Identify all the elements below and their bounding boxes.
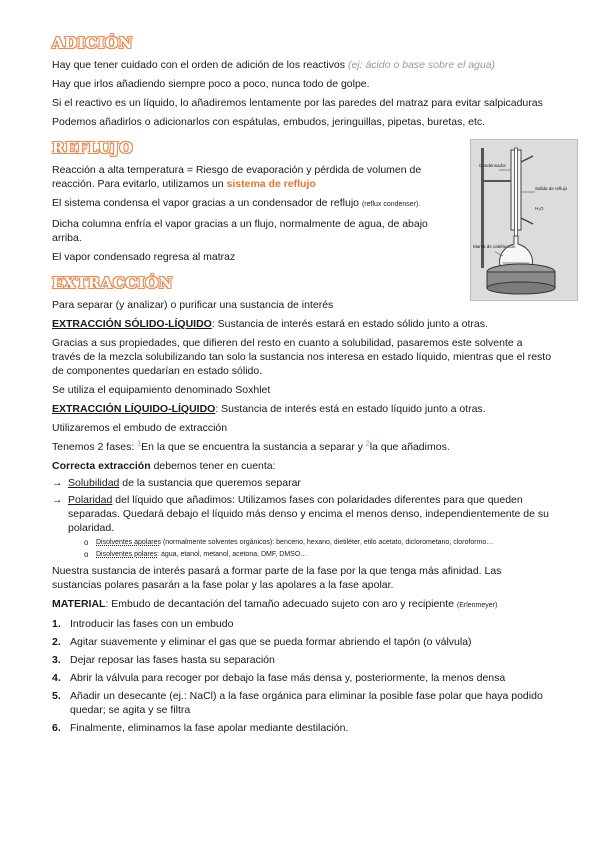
material-paragraph: MATERIAL: Embudo de decantación del tamaño adecuado sujeto con aro y recipiente (Erlenmeyer)	[52, 598, 498, 610]
step-number: 1.	[52, 618, 61, 630]
reflux-apparatus-figure	[470, 139, 578, 301]
adicion-paragraph-3: Si el reactivo es un líquido, lo añadiremos lentamente por las paredes del matraz para evitar salpicaduras	[52, 97, 543, 109]
procedure-step	[52, 671, 552, 685]
label-condensador: Condensador	[479, 163, 507, 168]
circle-bullet-icon: o	[84, 538, 89, 547]
adicion-paragraph-1: Hay que tener cuidado con el orden de adición de los reactivos (ej: ácido o base sobre el agua)	[52, 59, 496, 71]
procedure-step	[52, 689, 552, 717]
list-item-polaridad: → Polaridad del líquido que añadimos: Utilizamos fases con polaridades diferentes para que queden separadas. Quedará debajo el líquido más denso y encima el menos denso, independientemente de su polaridad. o Disolventes apolares (normalmente solventes orgánicos): benceno, hexano, dietiléter, etilo acetato, diclorometano, cloroformo… o Disolventes polares: agua, etanol, metanol, acetona, DMF, DMSO…	[52, 493, 552, 560]
step-number: 2.	[52, 636, 61, 648]
procedure-step	[52, 635, 552, 649]
solvents-list	[84, 538, 552, 560]
liquido-liquido-title: EXTRACCIÓN LÍQUIDO-LÍQUIDO	[52, 403, 216, 415]
extraccion-intro: Para separar (y analizar) o purificar una sustancia de interés	[52, 299, 334, 311]
step-number: 4.	[52, 672, 61, 684]
soxhlet-paragraph: Se utiliza el equipamiento denominado Soxhlet	[52, 384, 271, 396]
step-number: 3.	[52, 654, 61, 666]
considerations-list	[52, 476, 552, 560]
reflujo-paragraph-2: El sistema condensa el vapor gracias a un condensador de reflujo (reflux condenser).	[52, 197, 421, 209]
solido-liquido-paragraph: EXTRACCIÓN SÓLIDO-LÍQUIDO: Sustancia de interés estará en estado sólido junto a otras.	[52, 318, 488, 330]
fases-paragraph: Tenemos 2 fases: $^1$En la que se encuentra la sustancia a separar y $^2$la que añadimos.	[52, 440, 450, 453]
reflux-apparatus-illustration	[471, 140, 577, 300]
step-text: Finalmente, eliminamos la fase apolar mediante destilación.	[70, 722, 349, 734]
reflujo-paragraph-4: El vapor condensado regresa al matraz	[52, 251, 236, 263]
label-salida-reflujo: Salida de reflujo	[535, 186, 568, 191]
adicion-paragraph-2: Hay que irlos añadiendo siempre poco a poco, nunca todo de golpe.	[52, 78, 370, 90]
liquido-liquido-paragraph: EXTRACCIÓN LÍQUIDO-LÍQUIDO: Sustancia de interés está en estado líquido junto a otras.	[52, 403, 486, 415]
procedure-step	[52, 653, 552, 667]
step-text: Añadir un desecante (ej.: NaCl) a la fase orgánica para eliminar la posible fase polar que haya podido quedar; se agita y se filtra	[70, 690, 543, 716]
list-item-solubilidad: → Solubilidad de la sustancia que queremos separar	[52, 477, 301, 489]
step-text: Abrir la válvula para recoger por debajo la fase más densa y, posteriormente, la menos densa	[70, 672, 506, 684]
heading-extraccion: EXTRACCIÓN	[52, 274, 174, 292]
label-manta: Manta de calefacción	[473, 244, 516, 249]
adicion-hint: (ej: ácido o base sobre el agua)	[347, 59, 496, 71]
embudo-paragraph: Utilizaremos el embudo de extracción	[52, 422, 228, 434]
reflujo-accent: sistema de reflujo	[226, 178, 316, 190]
heading-reflujo: REFLUJO	[52, 139, 134, 157]
label-h2o: H₂O	[535, 206, 544, 211]
procedure-steps	[52, 617, 552, 735]
procedure-step	[52, 721, 552, 735]
solido-liquido-title: EXTRACCIÓN SÓLIDO-LÍQUIDO	[52, 318, 212, 330]
step-number: 6.	[52, 722, 61, 734]
list-item-polares: o Disolventes polares: agua, etanol, metanol, acetona, DMF, DMSO…	[84, 550, 308, 559]
solido-liquido-explanation: Gracias a sus propiedades, que difieren del resto en cuanto a solubilidad, pasaremos este solvente a través de la mezcla solubilizando tan solo la sustancia nos interesa en estado líquido, mientras que el resto de componentes quedarían en estado sólido.	[52, 337, 552, 377]
section-extraccion	[52, 274, 552, 735]
step-text: Introducir las fases con un embudo	[70, 618, 234, 630]
afinidad-paragraph: Nuestra sustancia de interés pasará a formar parte de la fase por la que tenga más afinidad. Las sustancias polares pasarán a la fase polar y las apolares a la fase apolar.	[52, 565, 502, 591]
circle-bullet-icon: o	[84, 550, 89, 559]
arrow-icon: →	[52, 477, 63, 489]
section-adicion	[52, 34, 552, 129]
correcta-extraccion-paragraph: Correcta extracción debemos tener en cuenta:	[52, 460, 276, 472]
step-text: Agitar suavemente y eliminar el gas que se pueda formar abriendo el tapón (o válvula)	[70, 636, 472, 648]
list-item-apolares: o Disolventes apolares (normalmente solventes orgánicos): benceno, hexano, dietiléter, etilo acetato, diclorometano, cloroformo…	[84, 538, 494, 547]
step-text: Dejar reposar las fases hasta su separación	[70, 654, 275, 666]
adicion-paragraph-4: Podemos añadirlos o adicionarlos con espátulas, embudos, jeringuillas, pipetas, buretas, etc.	[52, 116, 486, 128]
section-reflujo	[52, 139, 568, 264]
reflujo-paragraph-3: Dicha columna enfría el vapor gracias a un flujo, normalmente de agua, de abajo arriba.	[52, 218, 428, 244]
document-page	[52, 34, 568, 739]
procedure-step	[52, 617, 552, 631]
reflujo-paragraph-1: Reacción a alta temperatura = Riesgo de evaporación y pérdida de volumen de reacción. Para evitarlo, utilizamos un sistema de reflujo	[52, 164, 422, 190]
step-number: 5.	[52, 690, 61, 702]
arrow-icon: →	[52, 494, 63, 506]
heading-adicion: ADICIÓN	[52, 34, 133, 52]
